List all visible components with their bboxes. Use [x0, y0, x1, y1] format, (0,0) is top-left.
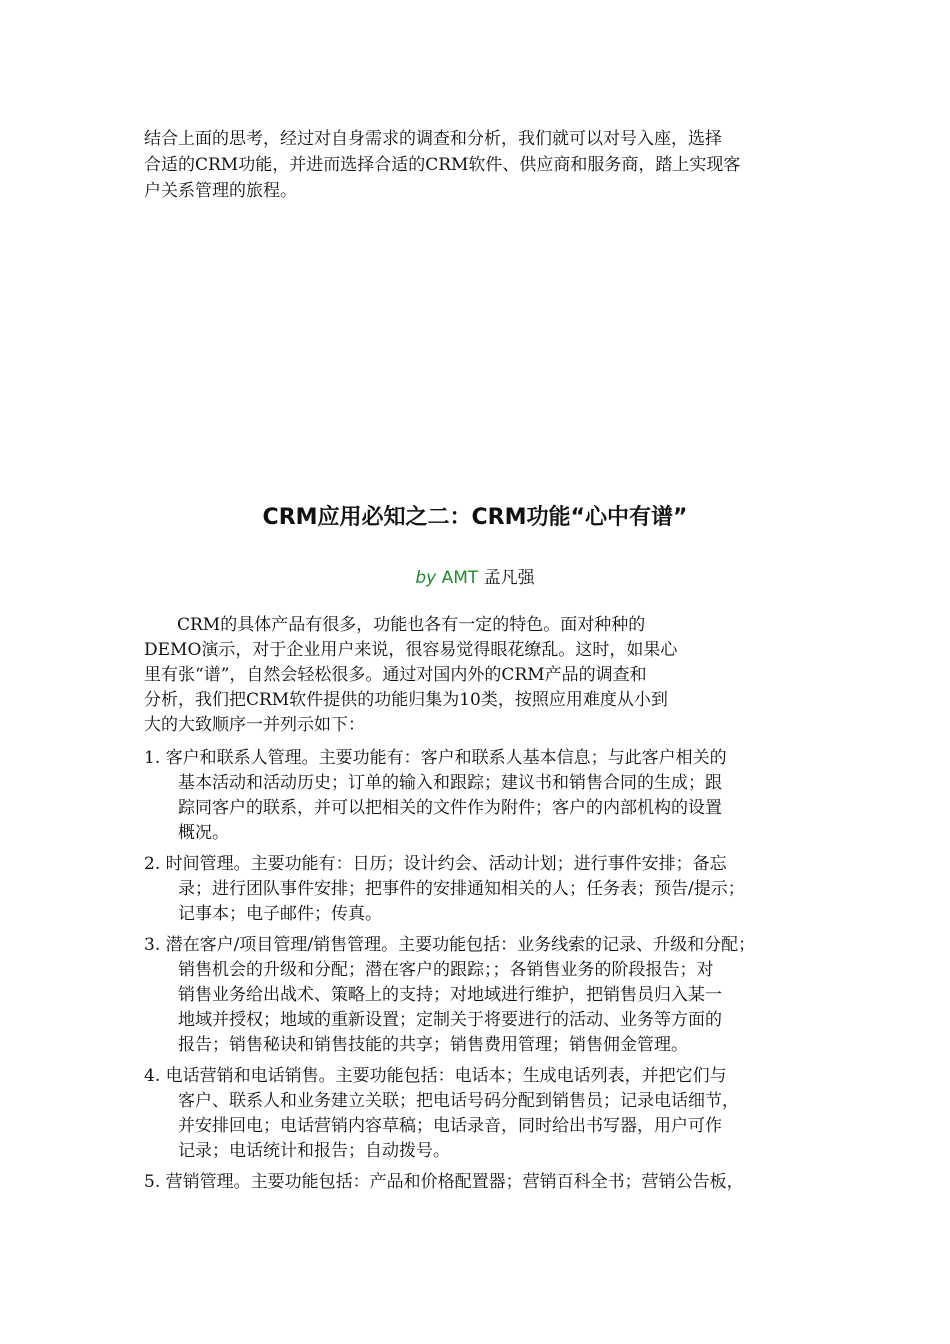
paragraph-line: DEMO演示，对于企业用户来说，很容易觉得眼花缭乱。这时，如果心: [144, 640, 678, 660]
function-list: [144, 746, 834, 1201]
list-item: [144, 1064, 834, 1164]
byline-org: AMT: [441, 568, 479, 588]
list-item-line: 2. 时间管理。主要功能有：日历；设计约会、活动计划；进行事件安排；备忘: [144, 854, 727, 874]
article-title: CRM应用必知之二：CRM功能“心中有谱”: [262, 505, 688, 530]
list-item-line: 销售业务给出战术、策略上的支持；对地域进行维护，把销售员归入某一: [178, 985, 722, 1005]
list-item-line: 1. 客户和联系人管理。主要功能有：客户和联系人基本信息；与此客户相关的: [144, 748, 727, 768]
paragraph-line: 分析，我们把CRM软件提供的功能归集为10类，按照应用难度从小到: [144, 690, 668, 710]
list-item-line: 4. 电话营销和电话销售。主要功能包括：电话本；生成电话列表，并把它们与: [144, 1066, 727, 1086]
list-item-line: 客户、联系人和业务建立关联；把电话号码分配到销售员；记录电话细节，: [178, 1091, 739, 1111]
list-item-line: 记事本；电子邮件；传真。: [178, 904, 382, 924]
paragraph-line: 大的大致顺序一并列示如下：: [144, 715, 365, 735]
list-item: [144, 746, 834, 846]
list-item-line: 概况。: [178, 823, 229, 843]
intro-paragraph: [144, 126, 804, 204]
list-item-line: 记录；电话统计和报告；自动拨号。: [178, 1141, 450, 1161]
paragraph-line: 里有张“谱”，自然会轻松很多。通过对国内外的CRM产品的调查和: [144, 665, 647, 685]
list-item-line: 5. 营销管理。主要功能包括：产品和价格配置器；营销百科全书；营销公告板，: [144, 1172, 744, 1192]
list-item-line: 基本活动和活动历史；订单的输入和跟踪；建议书和销售合同的生成；跟: [178, 773, 722, 793]
list-item: [144, 1170, 834, 1195]
paragraph-line: CRM的具体产品有很多，功能也各有一定的特色。面对种种的: [177, 615, 646, 635]
list-item: [144, 852, 834, 927]
byline-by: by: [415, 568, 437, 588]
intro-line: 结合上面的思考，经过对自身需求的调查和分析，我们就可以对号入座，选择: [144, 129, 722, 149]
list-item-line: 3. 潜在客户/项目管理/销售管理。主要功能包括：业务线索的记录、升级和分配；: [144, 935, 756, 955]
list-item-line: 销售机会的升级和分配；潜在客户的跟踪；；各销售业务的阶段报告；对: [178, 960, 714, 980]
byline-author: 孟凡强: [483, 568, 535, 588]
article-intro-paragraph: [144, 613, 764, 738]
list-item-line: 并安排回电；电话营销内容草稿；电话录音，同时给出书写器，用户可作: [178, 1116, 722, 1136]
list-item-line: 录；进行团队事件安排；把事件的安排通知相关的人；任务表；预告/提示；: [178, 879, 745, 899]
list-item: [144, 933, 834, 1058]
list-item-line: 报告；销售秘诀和销售技能的共享；销售费用管理；销售佣金管理。: [178, 1035, 688, 1055]
intro-line: 户关系管理的旅程。: [144, 181, 297, 201]
list-item-line: 地域并授权；地域的重新设置；定制关于将要进行的活动、业务等方面的: [178, 1010, 722, 1030]
intro-line: 合适的CRM功能，并进而选择合适的CRM软件、供应商和服务商，踏上实现客: [144, 155, 741, 175]
list-item-line: 踪同客户的联系，并可以把相关的文件作为附件；客户的内部机构的设置: [178, 798, 722, 818]
article-byline: [0, 566, 950, 590]
